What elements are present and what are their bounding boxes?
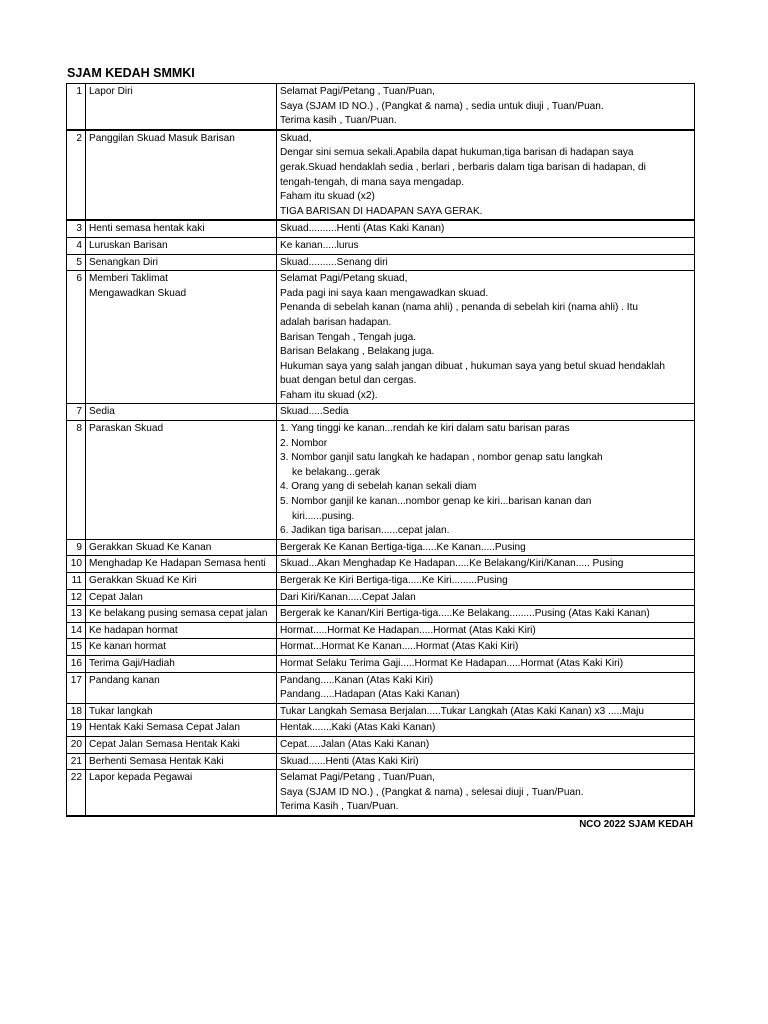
- command-name-cell: [86, 573, 277, 590]
- command-text-line: buat dengan betul dan cergas.: [280, 375, 417, 387]
- command-text-cell: [277, 220, 695, 237]
- command-text-line: Barisan Belakang , Belakang juga.: [280, 346, 435, 358]
- row-number: 13: [67, 606, 86, 623]
- table-row: [67, 703, 695, 720]
- command-text-cell: [277, 271, 695, 404]
- command-text-cell: [277, 753, 695, 770]
- row-number: 16: [67, 655, 86, 672]
- row-number: 19: [67, 720, 86, 737]
- table-row: [67, 655, 695, 672]
- row-number: 5: [67, 254, 86, 271]
- row-number: 12: [67, 589, 86, 606]
- command-name: Ke kanan hormat: [89, 641, 166, 653]
- table-row: [67, 606, 695, 623]
- command-name: Panggilan Skuad Masuk Barisan: [89, 132, 235, 144]
- command-name: Hentak Kaki Semasa Cepat Jalan: [89, 722, 240, 734]
- command-text-line: Skuad......Henti (Atas Kaki Kiri): [280, 755, 419, 767]
- command-text-line: Selamat Pagi/Petang skuad,: [280, 273, 408, 285]
- table-row: [67, 573, 695, 590]
- command-text-line: Saya (SJAM ID NO.) , (Pangkat & nama) , selesai diuji , Tuan/Puan.: [280, 786, 584, 798]
- command-text-cell: [277, 237, 695, 254]
- command-text-cell: [277, 770, 695, 816]
- table-row: [67, 539, 695, 556]
- row-number: 4: [67, 237, 86, 254]
- row-number: 2: [67, 130, 86, 221]
- command-name: Henti semasa hentak kaki: [89, 223, 205, 235]
- command-text-line: Saya (SJAM ID NO.) , (Pangkat & nama) , sedia untuk diuji , Tuan/Puan.: [280, 100, 604, 112]
- command-name: Cepat Jalan: [89, 591, 143, 603]
- command-name: Paraskan Skuad: [89, 423, 164, 435]
- row-number: 8: [67, 421, 86, 540]
- command-name: Luruskan Barisan: [89, 239, 168, 251]
- command-text-cell: [277, 589, 695, 606]
- command-name-cell: [86, 589, 277, 606]
- command-text-line: Hormat...Hormat Ke Kanan.....Hormat (Atas Kaki Kiri): [280, 641, 519, 653]
- command-text-cell: [277, 573, 695, 590]
- table-row: [67, 556, 695, 573]
- command-name-cell: [86, 130, 277, 221]
- command-text-cell: [277, 556, 695, 573]
- command-text-line: tengah-tengah, di mana saya mengadap.: [280, 176, 465, 188]
- command-text-line: ke belakang...gerak: [292, 466, 381, 478]
- command-text-line: Bergerak Ke Kiri Bertiga-tiga.....Ke Kiri.........Pusing: [280, 575, 508, 586]
- table-row: [67, 220, 695, 237]
- command-text-line: kiri......pusing.: [292, 510, 355, 522]
- table-row: [67, 237, 695, 254]
- command-name-cell: [86, 404, 277, 421]
- document-title: SJAM KEDAH SMMKI: [67, 66, 195, 80]
- command-name-cell: [86, 622, 277, 639]
- command-name-cell: [86, 736, 277, 753]
- row-number: 15: [67, 639, 86, 656]
- command-text-line: Pada pagi ini saya kaan mengawadkan skuad.: [280, 287, 489, 299]
- table-row: [67, 770, 695, 816]
- command-text-line: Faham itu skuad (x2): [280, 191, 375, 203]
- command-name: Lapor Diri: [89, 86, 133, 97]
- table-row: [67, 736, 695, 753]
- command-name: Menghadap Ke Hadapan Semasa henti: [89, 558, 266, 570]
- command-name-cell: [86, 703, 277, 720]
- row-number: 6: [67, 271, 86, 404]
- row-number: 21: [67, 753, 86, 770]
- command-text-line: 2. Nombor: [280, 437, 328, 449]
- command-text-line: Hormat.....Hormat Ke Hadapan.....Hormat (Atas Kaki Kiri): [280, 624, 536, 636]
- command-name: Sedia: [89, 406, 115, 418]
- table-row: [67, 589, 695, 606]
- table-row: [67, 254, 695, 271]
- row-number: 1: [67, 84, 86, 130]
- command-name-cell: [86, 539, 277, 556]
- table-row: [67, 622, 695, 639]
- command-text-line: Skuad...Akan Menghadap Ke Hadapan.....Ke Belakang/Kiri/Kanan..... Pusing: [280, 558, 624, 570]
- command-name-cell: [86, 720, 277, 737]
- command-text-line: adalah barisan hadapan.: [280, 316, 392, 328]
- command-name: Gerakkan Skuad Ke Kanan: [89, 541, 212, 553]
- command-text-line: Terima kasih , Tuan/Puan.: [280, 115, 397, 127]
- row-number: 22: [67, 770, 86, 816]
- row-number: 9: [67, 539, 86, 556]
- command-text-line: Bergerak ke Kanan/Kiri Bertiga-tiga.....Ke Belakang.........Pusing (Atas Kaki Kanan): [280, 608, 650, 620]
- command-name-cell: [86, 556, 277, 573]
- command-text-cell: [277, 622, 695, 639]
- command-name-cell: [86, 639, 277, 656]
- table-body: [67, 84, 695, 816]
- command-name: Ke hadapan hormat: [89, 624, 178, 636]
- table-row: [67, 720, 695, 737]
- command-text-cell: [277, 672, 695, 703]
- document-footer: NCO 2022 SJAM KEDAH: [579, 819, 693, 830]
- command-text-line: Pandang.....Kanan (Atas Kaki Kiri): [280, 674, 434, 686]
- command-text-line: Selamat Pagi/Petang , Tuan/Puan,: [280, 772, 435, 784]
- command-text-cell: [277, 421, 695, 540]
- command-name: Cepat Jalan Semasa Hentak Kaki: [89, 738, 240, 750]
- command-name: Memberi Taklimat: [89, 273, 168, 285]
- row-number: 20: [67, 736, 86, 753]
- command-text-line: Hukuman saya yang salah jangan dibuat , hukuman saya yang betul skuad hendaklah: [280, 360, 665, 372]
- command-text-line: Penanda di sebelah kanan (nama ahli) , penanda di sebelah kiri (nama ahli) . Itu: [280, 302, 638, 314]
- command-text-cell: [277, 736, 695, 753]
- command-name-cell: [86, 220, 277, 237]
- command-text-line: 3. Nombor ganjil satu langkah ke hadapan , nombor genap satu langkah: [280, 452, 603, 464]
- command-text-line: Skuad.....Sedia: [280, 406, 349, 418]
- command-text-line: 1. Yang tinggi ke kanan...rendah ke kiri dalam satu barisan paras: [280, 423, 570, 435]
- command-name: Berhenti Semasa Hentak Kaki: [89, 755, 224, 767]
- command-name-cell: [86, 421, 277, 540]
- command-text-line: gerak.Skuad hendaklah sedia , berlari , berbaris dalam tiga barisan di hadapan, di: [280, 161, 646, 173]
- command-text-line: Barisan Tengah , Tengah juga.: [280, 331, 416, 343]
- command-text-line: 6. Jadikan tiga barisan......cepat jalan.: [280, 525, 450, 537]
- row-number: 7: [67, 404, 86, 421]
- command-name-cell: [86, 237, 277, 254]
- command-text-line: Bergerak Ke Kanan Bertiga-tiga.....Ke Kanan.....Pusing: [280, 541, 526, 553]
- row-number: 10: [67, 556, 86, 573]
- command-text-line: Skuad..........Senang diri: [280, 256, 388, 268]
- command-text-line: Hentak.......Kaki (Atas Kaki Kanan): [280, 722, 436, 734]
- command-name: Tukar langkah: [89, 705, 153, 717]
- command-text-cell: [277, 703, 695, 720]
- row-number: 17: [67, 672, 86, 703]
- command-text-line: Terima Kasih , Tuan/Puan.: [280, 801, 399, 813]
- table-row: [67, 639, 695, 656]
- command-text-line: 5. Nombor ganjil ke kanan...nombor genap ke kiri...barisan kanan dan: [280, 496, 592, 508]
- table-row: [67, 404, 695, 421]
- command-text-line: Cepat.....Jalan (Atas Kaki Kanan): [280, 738, 430, 750]
- table-row: [67, 84, 695, 130]
- command-text-line: Selamat Pagi/Petang , Tuan/Puan,: [280, 86, 435, 97]
- command-text-cell: [277, 404, 695, 421]
- command-name: Pandang kanan: [89, 674, 160, 686]
- command-text-line: Faham itu skuad (x2).: [280, 389, 378, 401]
- command-name: Terima Gaji/Hadiah: [89, 657, 175, 669]
- table-row: [67, 130, 695, 221]
- command-text-line: Skuad..........Henti (Atas Kaki Kanan): [280, 223, 445, 235]
- row-number: 18: [67, 703, 86, 720]
- command-text-line: Pandang.....Hadapan (Atas Kaki Kanan): [280, 689, 460, 701]
- command-name: Lapor kepada Pegawai: [89, 772, 193, 784]
- command-name-cell: [86, 770, 277, 816]
- command-name: Gerakkan Skuad Ke Kiri: [89, 575, 197, 586]
- command-text-line: 4. Orang yang di sebelah kanan sekali diam: [280, 481, 477, 493]
- command-name-cell: [86, 753, 277, 770]
- command-text-line: Hormat Selaku Terima Gaji.....Hormat Ke Hadapan.....Hormat (Atas Kaki Kiri): [280, 657, 624, 669]
- command-text-cell: [277, 639, 695, 656]
- command-name-cell: [86, 606, 277, 623]
- table-row: [67, 271, 695, 404]
- table-row: [67, 753, 695, 770]
- command-text-cell: [277, 539, 695, 556]
- command-name: Mengawadkan Skuad: [89, 287, 187, 299]
- command-text-cell: [277, 720, 695, 737]
- table-row: [67, 421, 695, 540]
- command-name-cell: [86, 655, 277, 672]
- command-text-cell: [277, 655, 695, 672]
- command-name: Senangkan Diri: [89, 256, 159, 268]
- command-name-cell: [86, 672, 277, 703]
- command-name-cell: [86, 84, 277, 130]
- drill-command-table: [66, 83, 694, 817]
- row-number: 14: [67, 622, 86, 639]
- row-number: 3: [67, 220, 86, 237]
- command-text-line: Tukar Langkah Semasa Berjalan.....Tukar Langkah (Atas Kaki Kanan) x3 .....Maju: [280, 705, 644, 717]
- command-text-cell: [277, 254, 695, 271]
- command-text-line: Skuad,: [280, 132, 312, 144]
- command-text-cell: [277, 130, 695, 221]
- command-name-cell: [86, 271, 277, 404]
- command-text-line: Dari Kiri/Kanan.....Cepat Jalan: [280, 591, 416, 603]
- command-text-line: Ke kanan.....lurus: [280, 239, 359, 251]
- command-text-cell: [277, 606, 695, 623]
- command-text-cell: [277, 84, 695, 130]
- command-name-cell: [86, 254, 277, 271]
- command-text-line: TIGA BARISAN DI HADAPAN SAYA GERAK.: [280, 205, 483, 217]
- command-text-line: Dengar sini semua sekali.Apabila dapat hukuman,tiga barisan di hadapan saya: [280, 147, 634, 159]
- table-row: [67, 672, 695, 703]
- row-number: 11: [67, 573, 86, 590]
- command-name: Ke belakang pusing semasa cepat jalan: [89, 608, 268, 620]
